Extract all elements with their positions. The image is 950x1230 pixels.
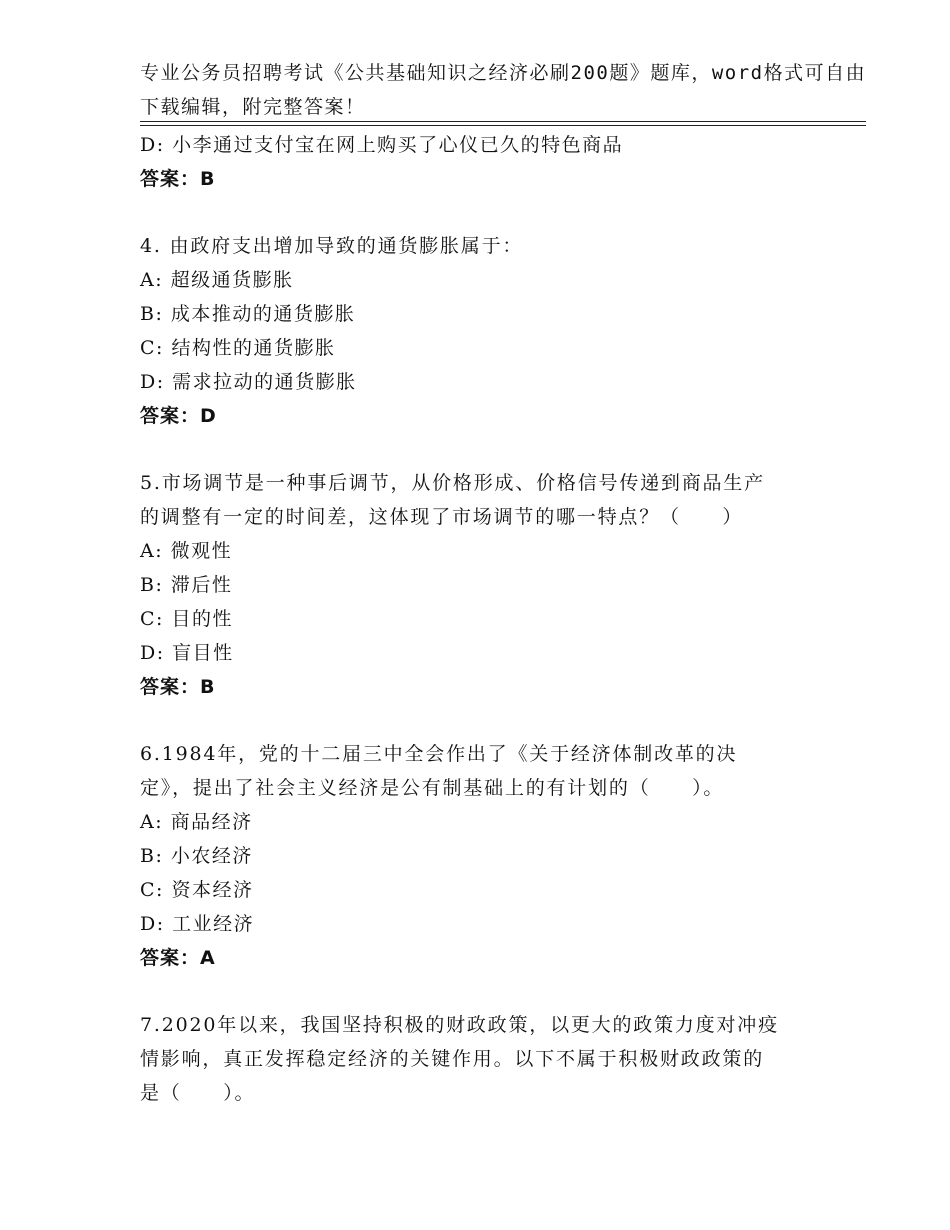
header-rule-top <box>140 121 866 122</box>
question-line: 7.2020年以来，我国坚持积极的财政政策，以更大的政策力度对冲疫 <box>140 1014 779 1036</box>
header-rule-bottom <box>140 125 866 126</box>
question-4 <box>140 229 840 433</box>
question-text <box>140 466 840 534</box>
spacer <box>140 704 840 737</box>
answer: 答案：D <box>140 405 217 427</box>
question-6 <box>140 737 840 975</box>
option-d: D: 小李通过支付宝在网上购买了心仪已久的特色商品 <box>140 134 624 156</box>
question-line: 4. 由政府支出增加导致的通货膨胀属于： <box>140 235 524 257</box>
question-list <box>140 128 840 1110</box>
option-c: C: 资本经济 <box>140 879 254 901</box>
option-b: B: 滞后性 <box>140 574 233 596</box>
question-line: 的调整有一定的时间差，这体现了市场调节的哪一特点？（ ） <box>140 506 744 528</box>
answer: 答案：B <box>140 676 216 698</box>
question-line: 定》，提出了社会主义经济是公有制基础上的有计划的（ ）。 <box>140 777 725 799</box>
option-b: B: 小农经济 <box>140 845 253 867</box>
option-a: A: 商品经济 <box>140 811 253 833</box>
option-b: B: 成本推动的通货膨胀 <box>140 303 356 325</box>
document-header <box>140 56 867 124</box>
spacer <box>140 433 840 466</box>
question-text <box>140 737 840 805</box>
question-line: 5.市场调节是一种事后调节，从价格形成、价格信号传递到商品生产 <box>140 472 765 494</box>
question-line: 6.1984年，党的十二届三中全会作出了《关于经济体制改革的决 <box>140 743 738 765</box>
question-5 <box>140 466 840 704</box>
question-line: 是（ ）。 <box>140 1082 256 1104</box>
answer: 答案：A <box>140 947 216 969</box>
spacer <box>140 975 840 1008</box>
option-a: A: 超级通货膨胀 <box>140 269 294 291</box>
option-c: C: 目的性 <box>140 608 233 630</box>
option-a: A: 微观性 <box>140 540 233 562</box>
header-line-2: 下载编辑，附完整答案！ <box>140 96 366 118</box>
question-text <box>140 229 840 263</box>
option-c: C: 结构性的通货膨胀 <box>140 337 336 359</box>
question-line: 情影响，真正发挥稳定经济的关键作用。以下不属于积极财政政策的 <box>140 1048 765 1070</box>
header-line-1: 专业公务员招聘考试《公共基础知识之经济必刷200题》题库，word格式可自由 <box>140 62 867 84</box>
question-3-tail <box>140 128 840 196</box>
answer: 答案：B <box>140 168 216 190</box>
option-d: D: 需求拉动的通货膨胀 <box>140 371 357 393</box>
question-text <box>140 1008 840 1110</box>
spacer <box>140 196 840 229</box>
option-d: D: 工业经济 <box>140 913 255 935</box>
option-d: D: 盲目性 <box>140 642 234 664</box>
question-7 <box>140 1008 840 1110</box>
